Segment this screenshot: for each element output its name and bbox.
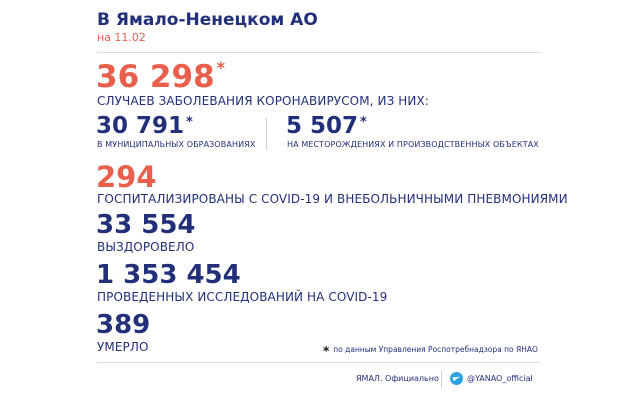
- recovered-label: ВЫЗДОРОВЕЛО: [97, 240, 195, 254]
- field-cases-label: НА МЕСТОРОЖДЕНИЯХ И ПРОИЗВОДСТВЕННЫХ ОБЪЕКТАХ: [287, 140, 539, 149]
- header-divider: [97, 52, 540, 53]
- field-cases-asterisk: *: [360, 115, 367, 130]
- hospitalized-label: ГОСПИТАЛИЗИРОВАНЫ С COVID-19 И ВНЕБОЛЬНИЧНЫМИ ПНЕВМОНИЯМИ: [97, 192, 568, 206]
- field-cases-block: [286, 113, 367, 139]
- footer-separator: [441, 370, 442, 388]
- footer-handle[interactable]: @YANAO_official: [467, 374, 533, 383]
- telegram-icon: [450, 372, 463, 385]
- municipal-cases-value: 30 791: [96, 113, 185, 139]
- source-note-text: по данным Управления Роспотребнадзора по ЯНАО: [333, 345, 538, 354]
- footer-divider: [97, 362, 540, 363]
- report-date: на 11.02: [97, 31, 146, 44]
- total-cases-block: [96, 59, 225, 95]
- total-cases-value: 36 298: [96, 59, 215, 95]
- column-separator: [266, 118, 267, 150]
- deaths-label: УМЕРЛО: [97, 340, 149, 354]
- municipal-cases-asterisk: *: [186, 115, 193, 130]
- footer-source: ЯМАЛ. Официально: [356, 374, 439, 383]
- deaths-value: 389: [96, 310, 151, 340]
- hospitalized-value: 294: [96, 160, 157, 194]
- tests-value: 1 353 454: [96, 260, 241, 290]
- region-title: В Ямало-Ненецком АО: [97, 10, 318, 30]
- field-cases-value: 5 507: [286, 113, 359, 139]
- total-cases-asterisk: *: [216, 58, 226, 77]
- municipal-cases-label: В МУНИЦИПАЛЬНЫХ ОБРАЗОВАНИЯХ: [97, 140, 256, 149]
- total-cases-label: СЛУЧАЕВ ЗАБОЛЕВАНИЯ КОРОНАВИРУСОМ, ИЗ НИХ:: [97, 94, 429, 108]
- source-note-asterisk: *: [323, 344, 330, 358]
- tests-label: ПРОВЕДЕННЫХ ИССЛЕДОВАНИЙ НА COVID-19: [97, 290, 388, 304]
- municipal-cases-block: [96, 113, 193, 139]
- source-note: [323, 337, 538, 356]
- recovered-value: 33 554: [96, 210, 196, 240]
